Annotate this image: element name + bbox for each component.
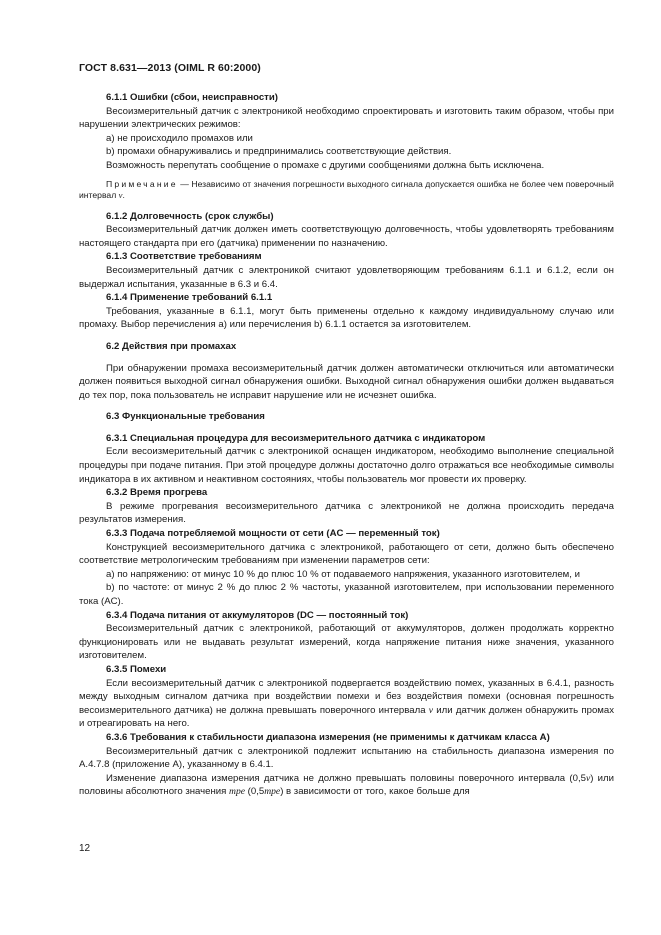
paragraph: Конструкцией весоизмерительного датчика с электроникой, работающего от сети, должно быть обеспечено соответствие метрологическим требованиям при изменении параметров сети: [79, 541, 614, 567]
paragraph: Возможность перепутать сообщение о промахе с другими сообщениями должна быть исключена. [106, 159, 545, 171]
paragraph: Весоизмерительный датчик с электроникой считают удовлетворяющим требованиям 6.1.1 и 6.1.2, если он выдержал испытания, указанные в 6.3 и 6.4. [79, 264, 614, 290]
section-6-2-title: 6.2 Действия при промахах [106, 340, 237, 352]
section-6-3-1-title: 6.3.1 Специальная процедура для весоизмерительного датчика с индикатором [106, 432, 486, 444]
paragraph: В режиме прогревания весоизмерительного датчика с электроникой не должна происходить передача результатов измерения. [79, 500, 614, 526]
list-item: а) по напряжению: от минус 10 % до плюс 10 % от подаваемого напряжения, указанного изготовителем, и [106, 568, 580, 580]
section-6-1-3-title: 6.1.3 Соответствие требованиям [106, 251, 262, 263]
paragraph [79, 677, 614, 731]
section-6-3-3-title: 6.3.3 Подача потребляемой мощности от сети (AC — переменный ток) [106, 528, 440, 540]
note-end: . [122, 190, 125, 201]
paragraph: Весоизмерительный датчик с электроникой подлежит испытанию на стабильность диапазона измерения по А.4.7.8 (приложение А), указанному в 6.4.1. [79, 745, 614, 771]
note [79, 179, 614, 202]
section-6-1-1-title: 6.1.1 Ошибки (сбои, неисправности) [106, 92, 278, 103]
text-run: ) в зависимости от того, какое больше для [280, 786, 470, 798]
section-6-3-4-title: 6.3.4 Подача питания от аккумуляторов (DC — постоянный ток) [106, 609, 409, 621]
list-item: b) промахи обнаруживались и предпринимались соответствующие действия. [106, 146, 452, 158]
paragraph: Требования, указанные в 6.1.1, могут быть применены отдельно к каждому индивидуальному случаю или промаху. Выбор перечисления а) или перечисления b) 6.1.1 остается за изготовителем. [79, 305, 614, 331]
section-6-3-title: 6.3 Функциональные требования [106, 411, 265, 423]
paragraph: Весоизмерительный датчик должен иметь соответствующую долговечность, чтобы удовлетворять требованиям настоящего стандарта при его (датчика) применении по назначению. [79, 224, 614, 249]
section-6-1-4-title: 6.1.4 Применение требований 6.1.1 [106, 292, 273, 304]
paragraph: Весоизмерительный датчик с электроникой, работающий от аккумуляторов, должен продолжать корректно функционировать или не выдавать результат измерений, когда напряжение питания ниже значения, указанного изготовителем. [79, 623, 614, 662]
note-text: — Независимо от значения погрешности выходного сигнала допускается ошибка не более чем поверочный интервал [79, 178, 614, 201]
text-run: Изменение диапазона измерения датчика не должно превышать половины поверочного интервала (0,5 [106, 772, 586, 784]
paragraph: При обнаружении промаха весоизмерительный датчик должен автоматически отключиться или автоматически должен появиться выходной сигнал обнаружения ошибки. Выходной сигнал обнаружения ошибки должен выдаваться до тех пор, пока пользователь не исправит нарушение или не исчезнет ошибка. [79, 362, 614, 401]
symbol: mpe [229, 786, 245, 798]
symbol: v [585, 772, 591, 784]
section-6-1-2-title: 6.1.2 Долговечность (срок службы) [106, 210, 274, 222]
symbol: mpe [264, 786, 281, 798]
list-item: а) не происходило промахов или [106, 132, 253, 144]
section-6-3-5-title: 6.3.5 Помехи [106, 663, 167, 675]
document-header: ГОСТ 8.631—2013 (OIML R 60:2000) [79, 62, 261, 74]
section-6-3-2-title: 6.3.2 Время прогрева [106, 487, 208, 499]
list-item: b) по частоте: от минус 2 % до плюс 2 % частоты, указанной изготовителем, при использовании переменного тока (AC). [79, 582, 614, 607]
paragraph: Если весоизмерительный датчик с электроникой оснащен индикатором, необходимо выполнение специальной процедуры при подаче питания. При этой процедуре должны достаточно долго отражаться все необходимые символы индикатора в их активном и неактивном состояниях, чтобы пользователь мог провести их проверку. [79, 446, 614, 485]
paragraph [79, 772, 614, 799]
document-body [79, 91, 614, 799]
symbol: v [428, 704, 434, 716]
text-run: Если весоизмерительный датчик с электроникой подвергается воздействию помех, указанных в 6.4.1, разность между выходным сигналом датчика при воздействии помехи и без воздействия помехи (основная погрешность весоизмерительного датчика) не должна превышать поверочного интервала [79, 677, 614, 716]
text-run: или датчик должен обнаружить промах и отреагировать на него. [79, 704, 615, 730]
text-run: (0,5 [245, 786, 265, 798]
section-6-3-6-title: 6.3.6 Требования к стабильности диапазона измерения (не применимы к датчикам класса А) [106, 731, 550, 743]
note-symbol: v [118, 190, 123, 201]
page-number: 12 [79, 843, 91, 854]
text-run: ) или половины абсолютного значения [79, 772, 614, 798]
note-label: Примечание [106, 178, 178, 189]
paragraph: Весоизмерительный датчик с электроникой необходимо спроектировать и изготовить таким образом, чтобы при нарушении электрических режимов: [79, 105, 614, 131]
